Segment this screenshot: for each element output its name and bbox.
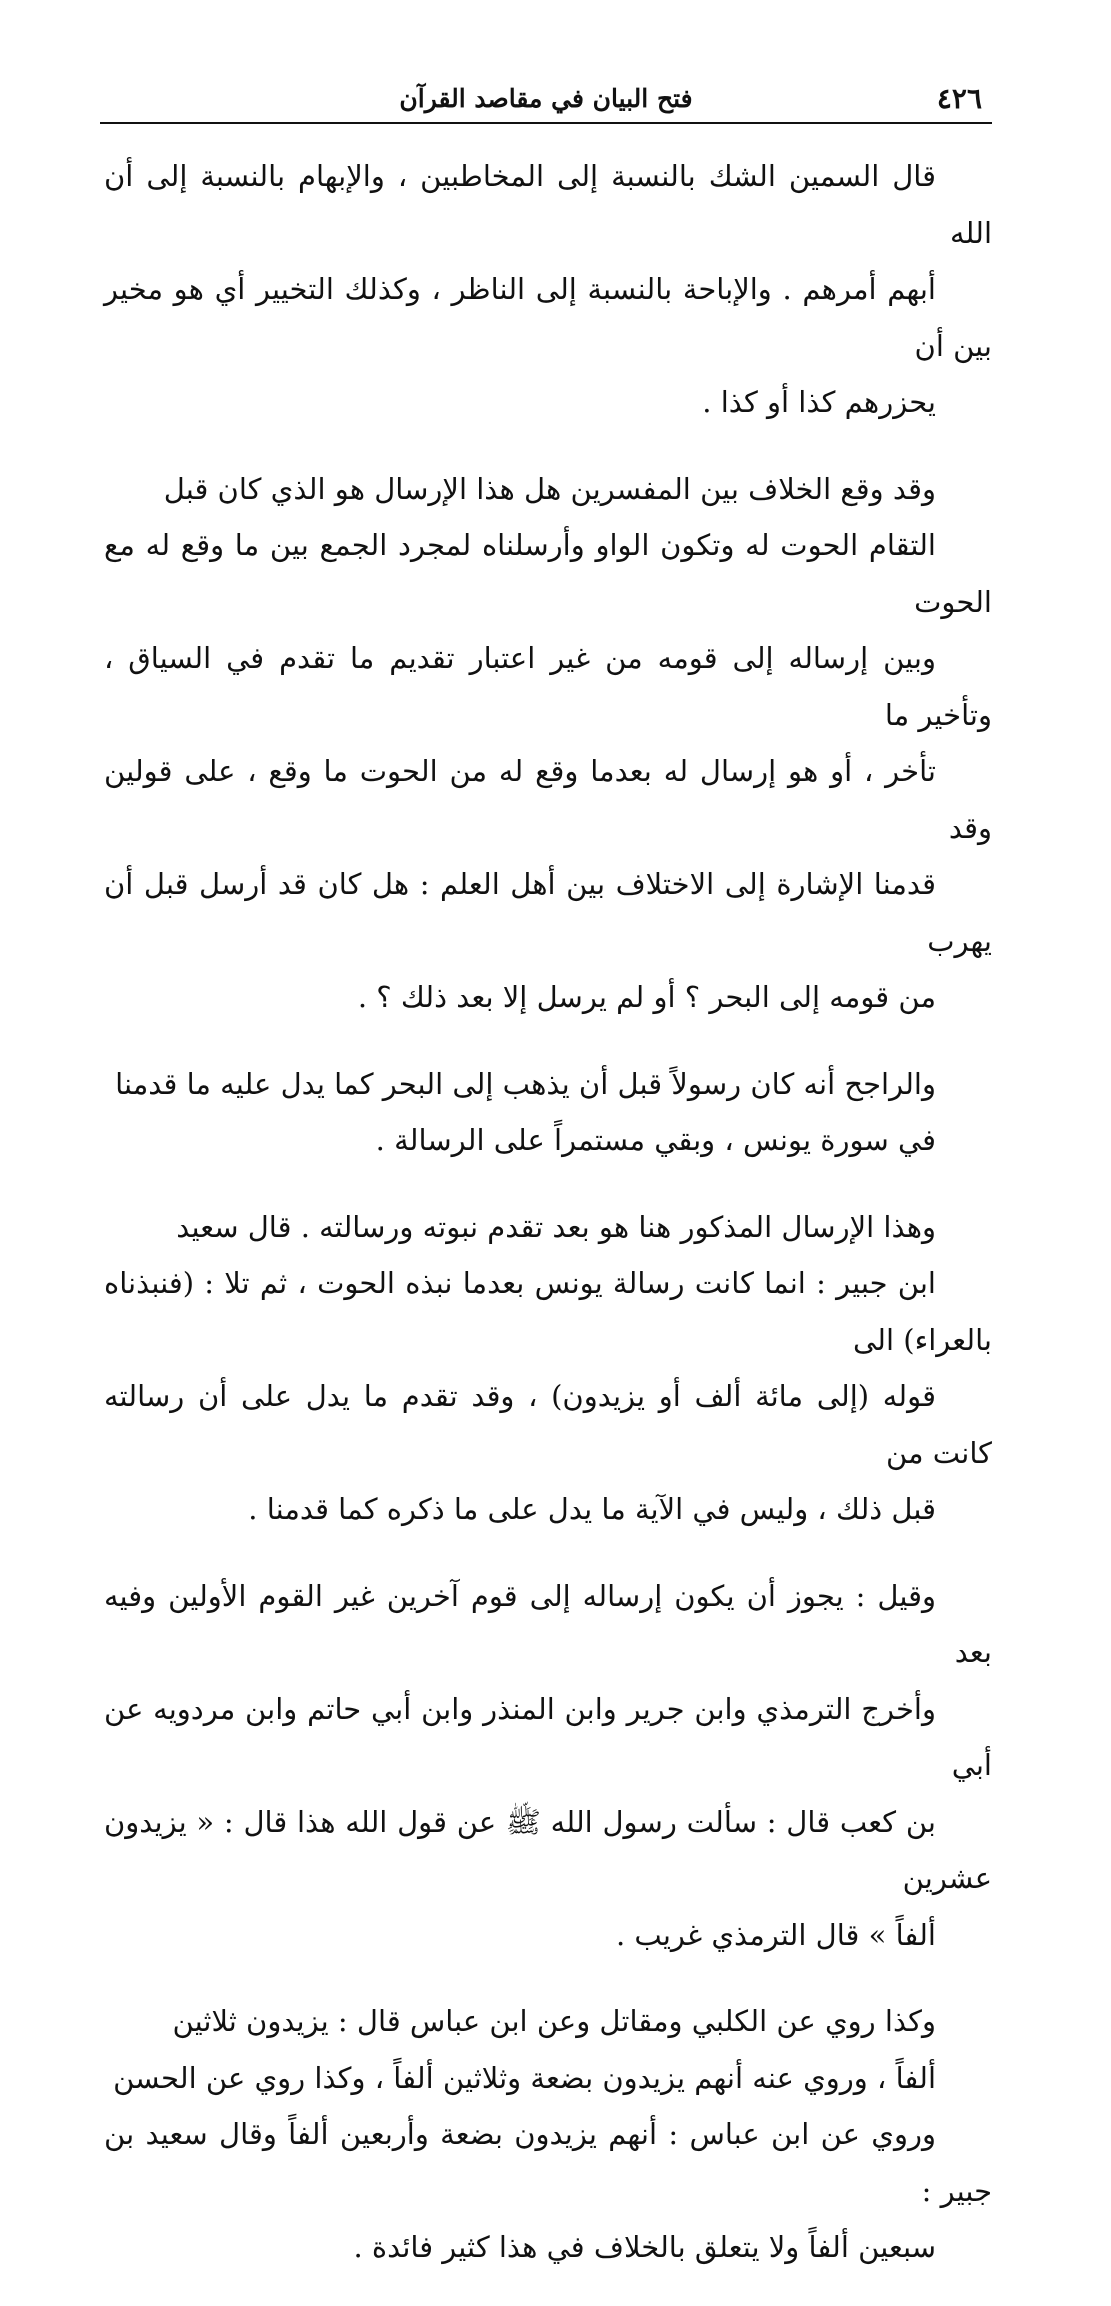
text-line: قال السمين الشك بالنسبة إلى المخاطبين ، والإبهام بالنسبة إلى أن الله: [104, 159, 992, 250]
paragraph-2: [104, 461, 992, 1026]
text-line: وبين إرساله إلى قومه من غير اعتبار تقديم ما تقدم في السياق ، وتأخير ما: [104, 641, 992, 732]
text-line: وهذا الإرسال المذكور هنا هو بعد تقدم نبوته ورسالته . قال سعيد: [176, 1209, 936, 1244]
text-line: يحزرهم كذا أو كذا .: [702, 385, 936, 419]
running-header: [100, 78, 992, 124]
text-line: وقد وقع الخلاف بين المفسرين هل هذا الإرسال هو الذي كان قبل: [163, 471, 936, 506]
text-line: من قومه إلى البحر ؟ أو لم يرسل إلا بعد ذلك ؟ .: [357, 980, 936, 1014]
text-line: ابن جبير : انما كانت رسالة يونس بعدما نبذه الحوت ، ثم تلا : (فنبذناه بالعراء) الى: [104, 1266, 992, 1357]
text-line: وأخرج الترمذي وابن جرير وابن المنذر وابن أبي حاتم وابن مردويه عن أبي: [104, 1691, 992, 1782]
text-line: في سورة يونس ، وبقي مستمراً على الرسالة .: [375, 1123, 936, 1157]
paragraph-6: [104, 1993, 992, 2276]
text-line: أبهم أمرهم . والإباحة بالنسبة إلى الناظر ، وكذلك التخيير أي هو مخير بين أن: [104, 272, 992, 363]
text-line: وروي عن ابن عباس : أنهم يزيدون بضعة وأربعين ألفاً وقال سعيد بن جبير :: [104, 2117, 992, 2208]
text-line: قدمنا الإشارة إلى الاختلاف بين أهل العلم : هل كان قد أرسل قبل أن يهرب: [104, 867, 992, 958]
text-line: والراجح أنه كان رسولاً قبل أن يذهب إلى البحر كما يدل عليه ما قدمنا: [115, 1066, 936, 1101]
paragraph-1: [104, 148, 992, 431]
text-line: وكذا روي عن الكلبي ومقاتل وعن ابن عباس قال : يزيدون ثلاثين: [172, 2004, 936, 2038]
text-line: بن كعب قال : سألت رسول الله ﷺ عن قول الله هذا قال : « يزيدون عشرين: [104, 1804, 992, 1895]
paragraph-5: [104, 1568, 992, 1964]
page-number: ٤٢٦: [936, 82, 982, 115]
text-line: التقام الحوت له وتكون الواو وأرسلناه لمجرد الجمع بين ما وقع له مع الحوت: [104, 528, 992, 619]
text-line: قوله (إلى مائة ألف أو يزيدون) ، وقد تقدم ما يدل على أن رسالته كانت من: [104, 1379, 992, 1470]
text-line: سبعين ألفاً ولا يتعلق بالخلاف في هذا كثير فائدة .: [353, 2230, 936, 2264]
text-line: ألفاً » قال الترمذي غريب .: [615, 1917, 936, 1952]
body-text: [104, 148, 992, 2306]
book-title: فتح البيان في مقاصد القرآن: [399, 84, 693, 113]
text-line: ألفاً ، وروي عنه أنهم يزيدون بضعة وثلاثين ألفاً ، وكذا روي عن الحسن: [113, 2060, 936, 2095]
text-line: وقيل : يجوز أن يكون إرساله إلى قوم آخرين غير القوم الأولين وفيه بعد: [104, 1578, 992, 1669]
text-line: قبل ذلك ، وليس في الآية ما يدل على ما ذكره كما قدمنا .: [248, 1492, 936, 1526]
text-line: تأخر ، أو هو إرسال له بعدما وقع له من الحوت ما وقع ، على قولين وقد: [104, 754, 992, 845]
paragraph-3: [104, 1056, 992, 1169]
paragraph-4: [104, 1199, 992, 1538]
